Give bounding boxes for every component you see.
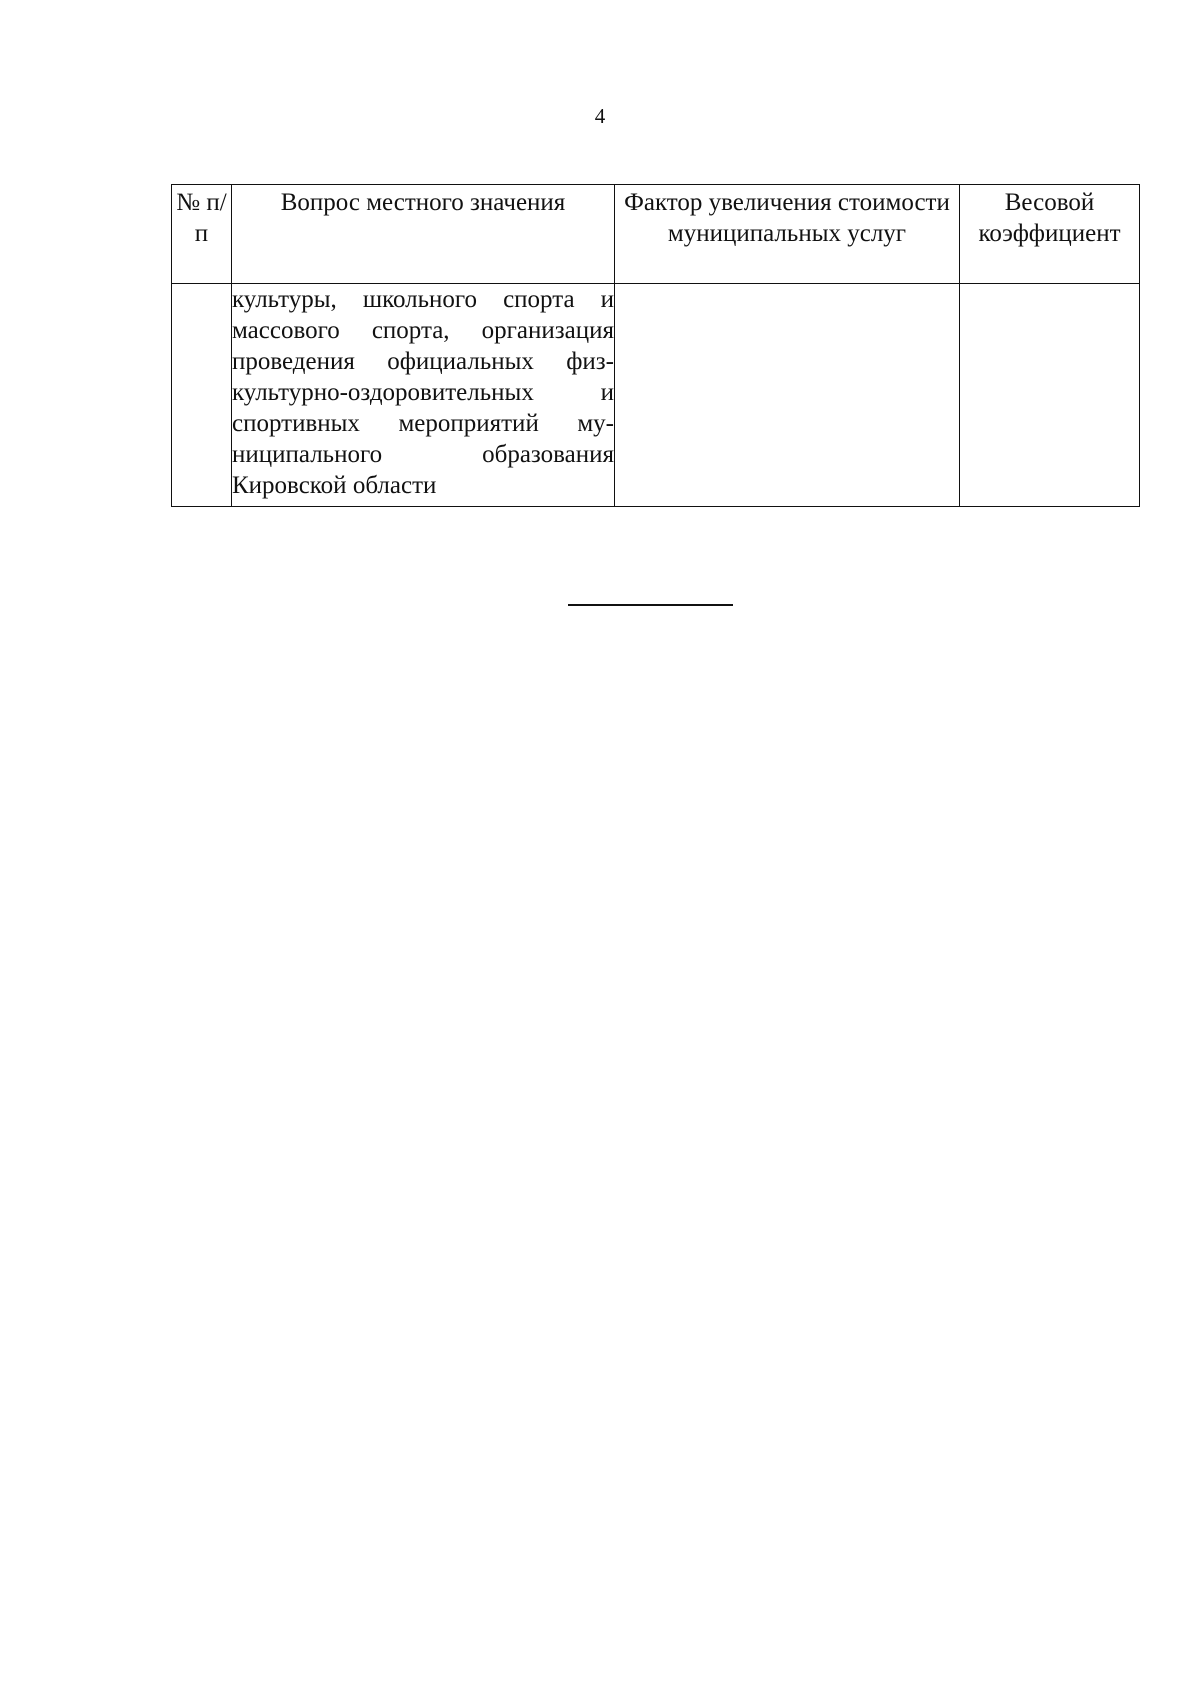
cell-issue (232, 284, 615, 507)
table-row (172, 284, 1140, 507)
issue-line: культуры, школьного спорта и (232, 286, 614, 313)
cell-num (172, 284, 232, 507)
header-factor: Фактор увеличения стоимости муниципальных услуг (615, 185, 960, 284)
indicator-table (171, 184, 1140, 507)
issue-line: ниципального образования (232, 441, 614, 468)
issue-line: массового спорта, организация (232, 317, 614, 344)
page-number: 4 (594, 104, 606, 128)
header-issue: Вопрос местного значения (232, 185, 615, 284)
cell-factor (615, 284, 960, 507)
issue-line: Кировской области (232, 472, 437, 499)
closing-rule (568, 604, 733, 606)
header-num: № п/п (172, 185, 232, 284)
issue-line: проведения официальных физ- (232, 348, 614, 375)
header-weight: Весовой коэффициент (960, 185, 1140, 284)
issue-line: культурно-оздоровительных и (232, 379, 614, 406)
issue-line: спортивных мероприятий му- (232, 410, 614, 437)
cell-weight (960, 284, 1140, 507)
table-header-row (172, 185, 1140, 284)
